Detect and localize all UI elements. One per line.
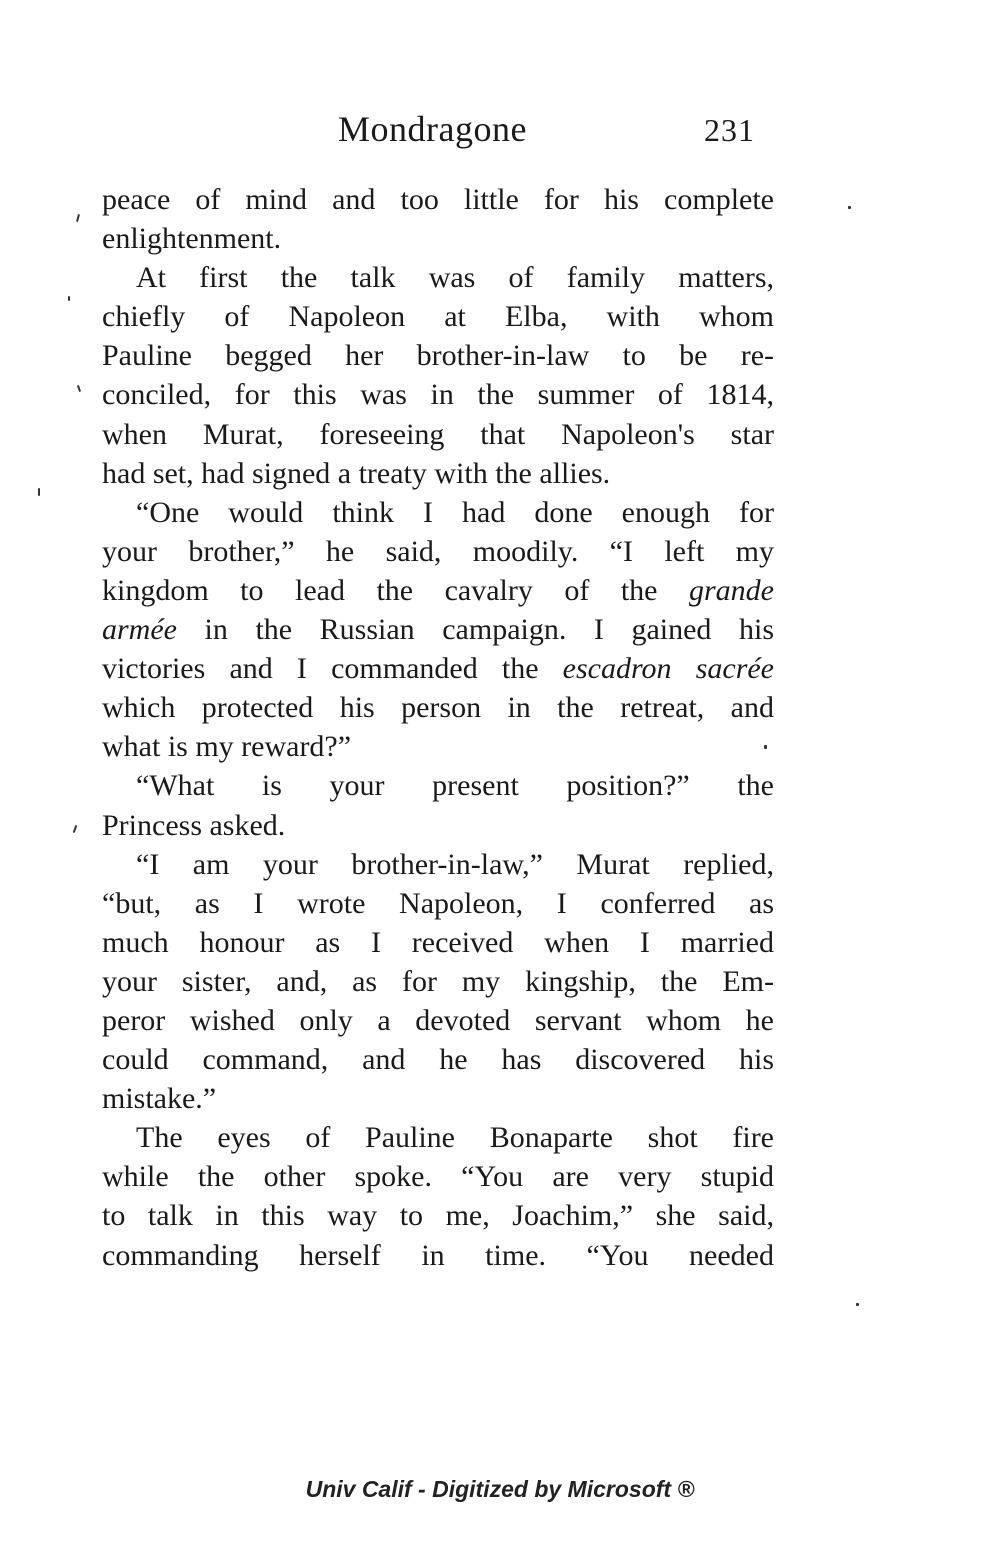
scan-speck [77,385,81,392]
text-line: armée in the Russian campaign. I gained his [102,613,774,647]
scan-speck [73,825,78,833]
text-line: The eyes of Pauline Bonaparte shot fire [136,1121,774,1155]
text-line: commanding herself in time. “You needed [102,1238,774,1272]
text-line: kingdom to lead the cavalry of the grande [102,573,774,607]
scan-speck [76,214,80,222]
scan-speck [68,296,70,301]
text-line: had set, had signed a treaty with the allies. [102,456,611,490]
running-title: Mondragone [338,109,527,149]
text-line: could command, and he has discovered his [102,1043,774,1077]
text-line: when Murat, foreseeing that Napoleon's star [102,417,774,451]
text-line: to talk in this way to me, Joachim,” she said, [102,1199,774,1233]
text-line: peror wished only a devoted servant whom he [102,1003,774,1037]
text-line: what is my reward?” [102,730,352,764]
text-line: your sister, and, as for my kingship, the Em- [102,964,774,998]
text-line: victories and I commanded the escadron sacrée [102,652,774,686]
digitization-watermark: Univ Calif - Digitized by Microsoft ® [305,1476,695,1502]
body-text [102,180,774,1275]
page-number: 231 [704,112,755,148]
text-line: “One would think I had done enough for [136,495,774,529]
text-line: your brother,” he said, moodily. “I left my [102,534,774,568]
text-line: “but, as I wrote Napoleon, I conferred as [102,886,774,920]
text-line: chiefly of Napoleon at Elba, with whom [102,300,774,334]
text-line: mistake.” [102,1082,217,1116]
text-line: much honour as I received when I married [102,925,774,959]
text-line: enlightenment. [102,222,282,256]
text-line: while the other spoke. “You are very stupid [102,1160,774,1194]
scan-speck [848,206,851,209]
scan-speck [856,1303,859,1306]
text-line: which protected his person in the retreat, and [102,691,774,725]
scan-speck [38,488,40,496]
text-line: peace of mind and too little for his complete [102,183,774,216]
scan-speck [764,745,767,749]
text-line: Pauline begged her brother-in-law to be re- [102,339,774,373]
text-line: “What is your present position?” the [136,769,774,803]
text-line: “I am your brother-in-law,” Murat replied, [136,847,774,881]
text-line: conciled, for this was in the summer of 1814, [102,378,774,412]
text-line: Princess asked. [102,808,286,842]
text-line: At first the talk was of family matters, [136,261,774,295]
